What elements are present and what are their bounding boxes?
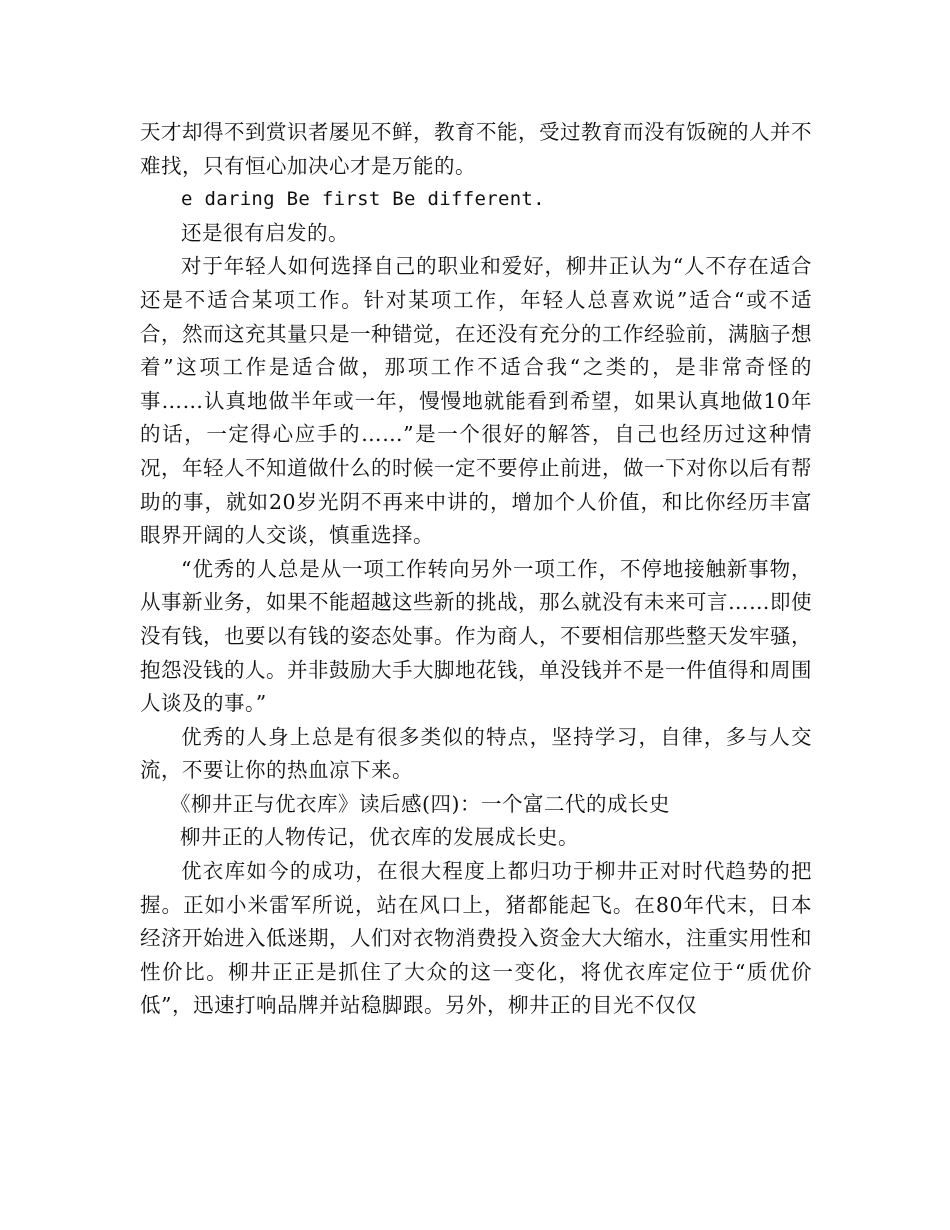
paragraph-uniqlo-success: 优衣库如今的成功，在很大程度上都归功于柳井正对时代趋势的把握。正如小米雷军所说，站在风口上，猪都能起飞。在80年代末，日本经济开始进入低迷期，人们对衣物消费投入资金大大缩水，注重实用性和性价比。柳井正正是抓住了大众的这一变化，将优衣库定位于“质优价低”，迅速打响品牌并站稳脚跟。另外，柳井正的目光不仅仅 (140, 859, 812, 1018)
section-subtitle: 柳井正的人物传记，优衣库的发展成长史。 (180, 825, 579, 850)
section-title: 《柳井正与优衣库》读后感(四)：一个富二代的成长史 (170, 791, 670, 816)
document-body (140, 116, 812, 1023)
paragraph-continuation: 天才却得不到赏识者屡见不鲜，教育不能，受过教育而没有饭碗的人并不难找，只有恒心加决心才是万能的。 (140, 120, 812, 178)
paragraph-excellent-traits: 优秀的人身上总是有很多类似的特点，坚持学习，自律，多与人交流，不要让你的热血凉下来。 (140, 724, 812, 783)
paragraph-english-quote: e daring Be first Be different. (181, 188, 545, 211)
paragraph-career-choice: 对于年轻人如何选择自己的职业和爱好，柳井正认为“人不存在适合还是不适合某项工作。针对某项工作，年轻人总喜欢说”适合“或不适合，然而这充其量只是一种错觉，在还没有充分的工作经验前，满脑子想着”这项工作是适合做，那项工作不适合我“之类的，是非常奇怪的事……认真地做半年或一年，慢慢地就能看到希望，如果认真地做10年的话，一定得心应手的……”是一个很好的解答，自己也经历过这种情况，年轻人不知道做什么的时候一定不要停止前进，做一下对你以后有帮助的事，就如20岁光阴不再来中讲的，增加个人价值，和比你经历丰富眼界开阔的人交谈，慎重选择。 (140, 254, 812, 548)
paragraph-excellent-people-quote: “优秀的人总是从一项工作转向另外一项工作，不停地接触新事物，从事新业务，如果不能超越这些新的挑战，那么就没有未来可言……即使没有钱，也要以有钱的姿态处事。作为商人，不要相信那些整天发牢骚，抱怨没钱的人。并非鼓励大手大脚地花钱，单没钱并不是一件值得和周围人谈及的事。” (140, 556, 812, 716)
paragraph-comment: 还是很有启发的。 (181, 220, 349, 245)
